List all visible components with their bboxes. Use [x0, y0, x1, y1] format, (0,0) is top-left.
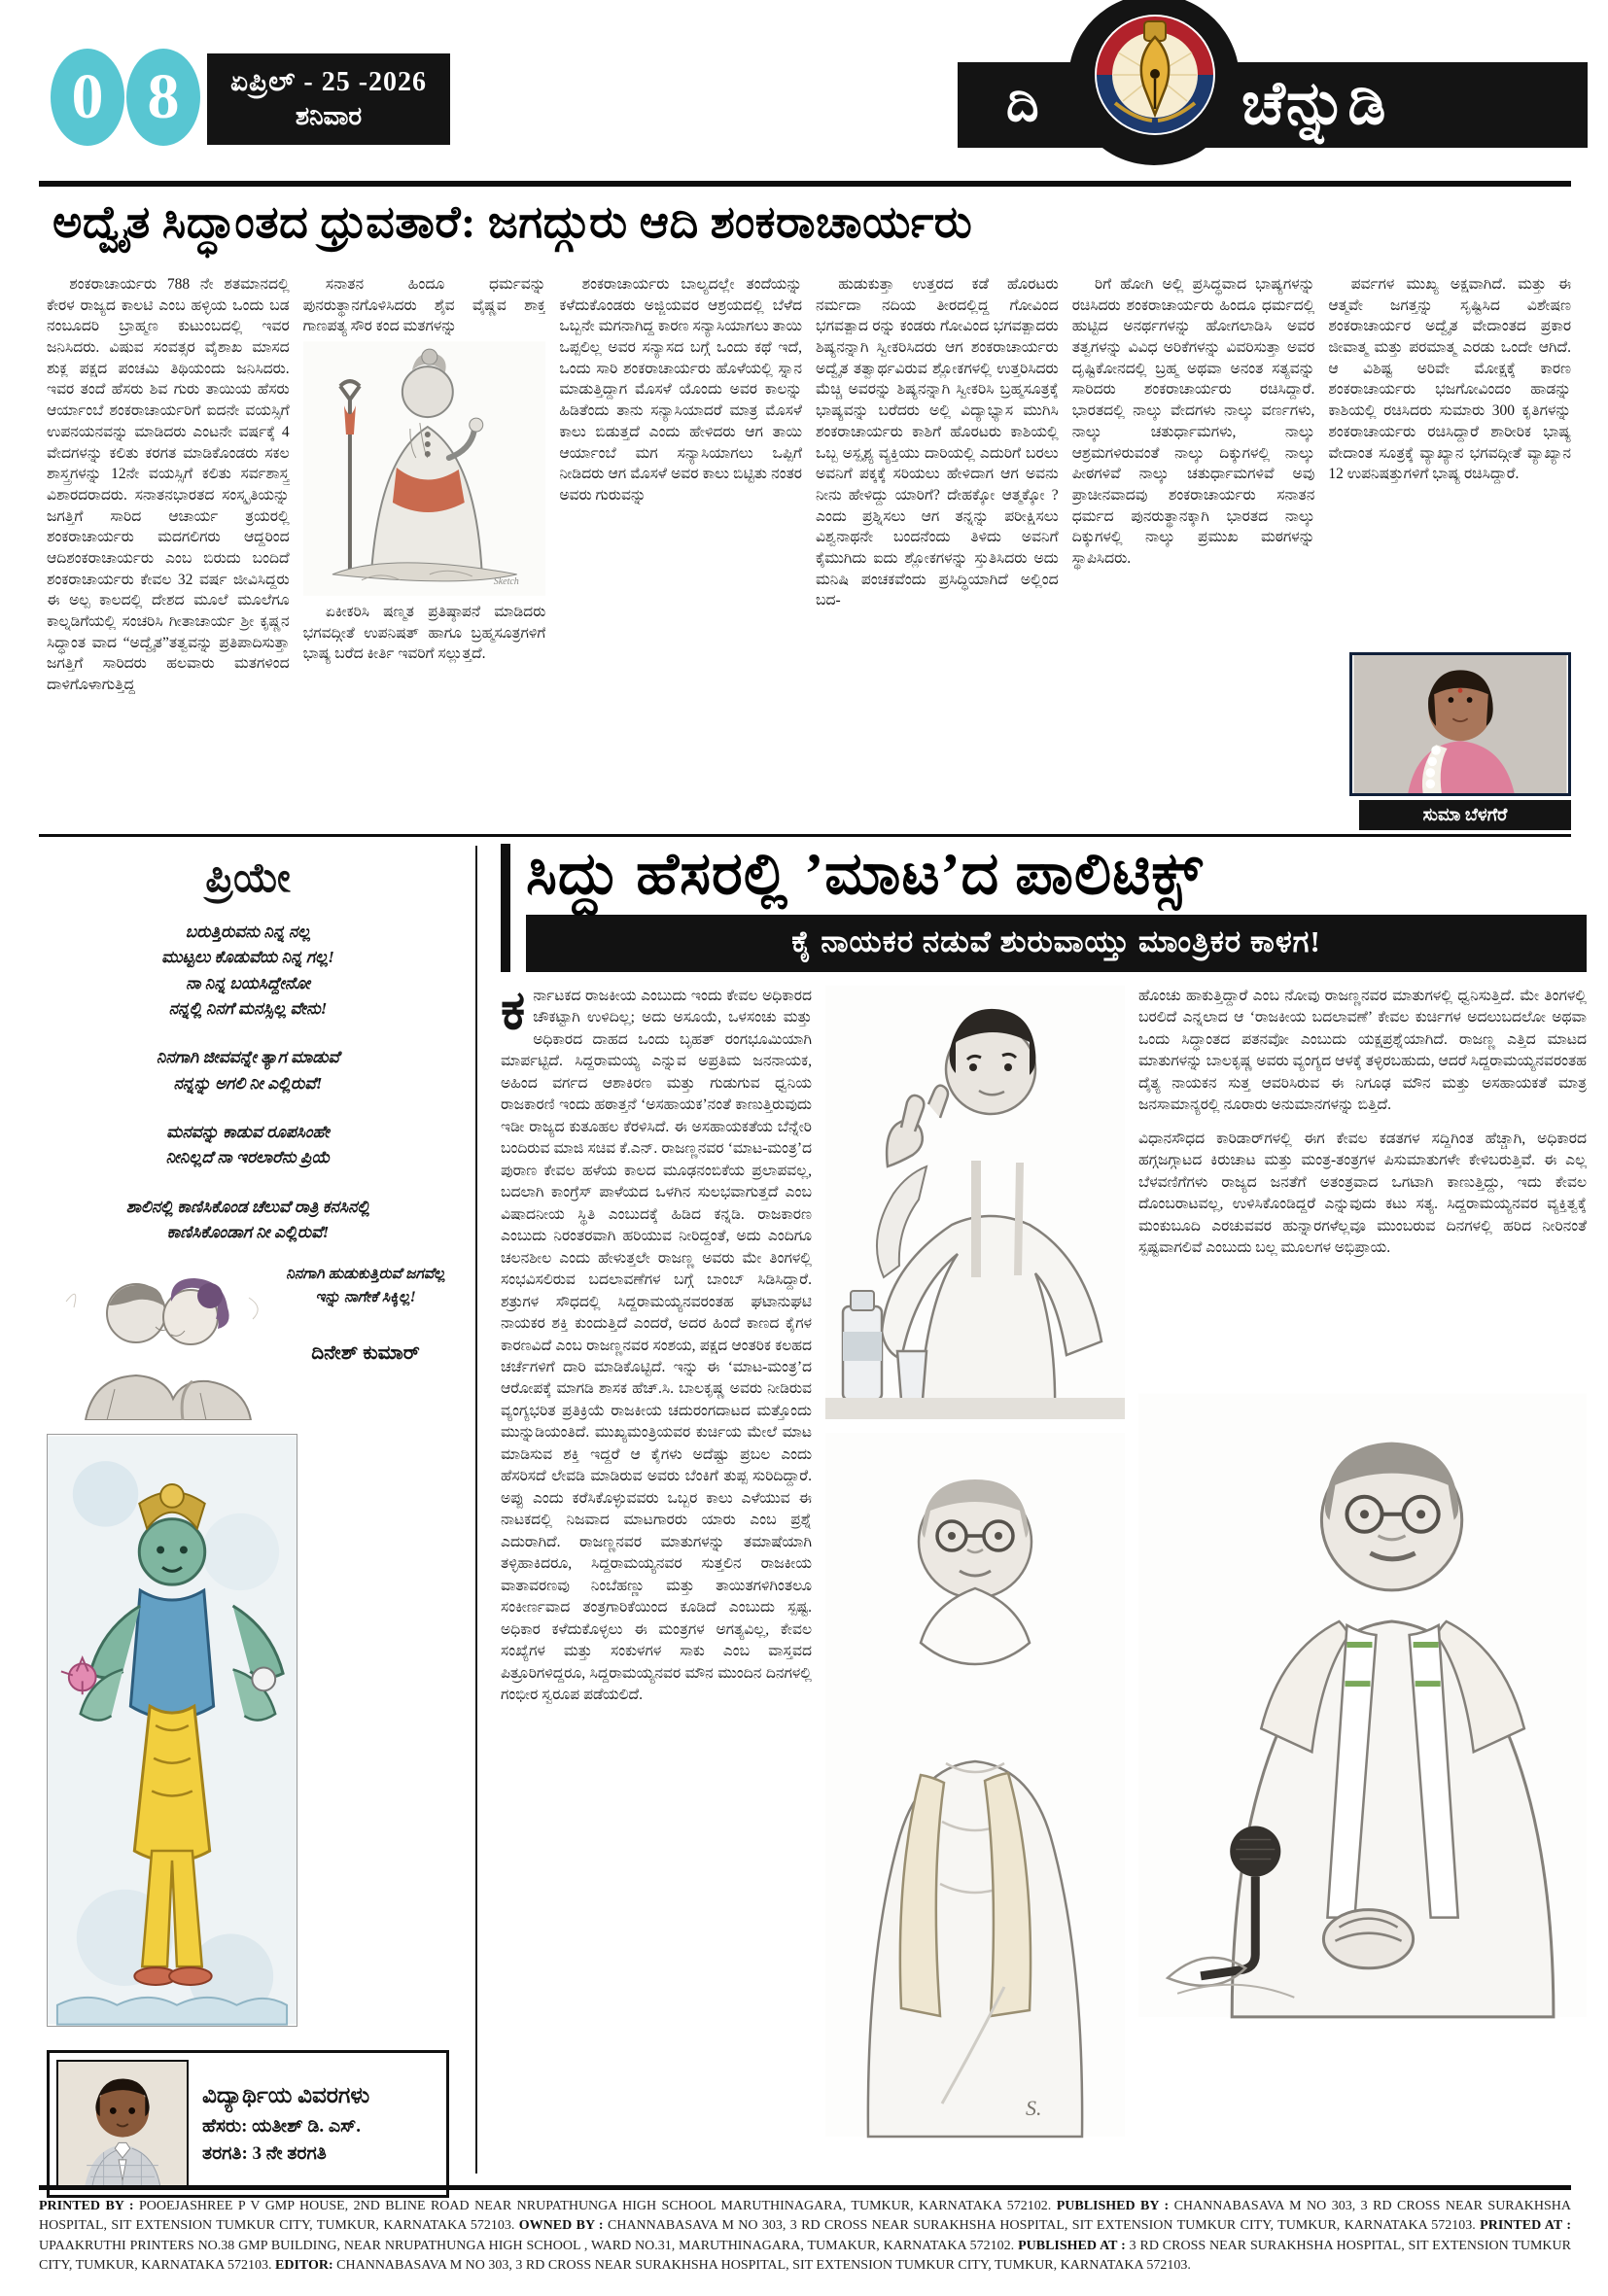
poem-title: ಪ್ರಿಯೇ [205, 856, 291, 901]
article1-column-5 [1072, 274, 1315, 830]
rajanna-at-mic-sketch [1138, 1268, 1587, 2142]
article1-body [47, 274, 1571, 830]
imprint-text: CHANNABASAVA M NO 303, 3 RD CROSS NEAR SURAKHSHA HOSPITAL, SIT EXTENSION TUMKUR CITY, TUMKUR, KARNATAKA 572103. [39, 2199, 1571, 2234]
student-meta [202, 2083, 369, 2165]
article1-col2-text: ಏಕೀಕರಿಸಿ ಷಣ್ಮತ ಪ್ರತಿಷ್ಠಾಪನೆ ಮಾಡಿದರು ಭಗವದ್ಗೀತೆ ಉಪನಿಷತ್ ಹಾಗೂ ಬ್ರಹ್ಮಸೂತ್ರಗಳಿಗೆ ಭಾಷ್ಯ ಬರೆದ ಕೀರ್ತಿ ಇವರಿಗೆ ಸಲ್ಲುತ್ತದೆ. [302, 604, 546, 663]
author-caption: ಸುಮಾ ಬೆಳಗೆರೆ [1359, 800, 1571, 830]
poem-line: ಕಾಣಿಸಿಕೊಂಡಾಗ ನೀ ಎಲ್ಲಿರುವೆ! [166, 1223, 330, 1242]
day-line: ಶನಿವಾರ [295, 101, 363, 130]
poem-line: ನನ್ನನ್ನು ಅಗಲಿ ನೀ ಎಲ್ಲಿರುವೆ! [173, 1073, 323, 1093]
student-class: ತರಗತಿ: 3 ನೇ ತರಗತಿ [202, 2143, 327, 2165]
imprint-text: 3 RD CROSS NEAR SURAKHSHA HOSPITAL, SIT EXTENSION TUMKUR CITY, TUMKUR, KARNATAKA 572103. [39, 2238, 1571, 2273]
couple-sketch [47, 1263, 278, 1420]
masthead [958, 19, 1588, 148]
poem-stanza-5 [282, 1263, 449, 1309]
imprint-label: PRINTED AT : [1480, 2218, 1571, 2234]
poem-stanza-2 [47, 1045, 449, 1096]
imprint-label: PUBLISHED AT : [1018, 2238, 1126, 2253]
imprint-footer [39, 2197, 1571, 2276]
page-number [51, 49, 202, 146]
article2 [501, 844, 1587, 2142]
masthead-prefix: ದಿ [1006, 77, 1039, 132]
article1-column-4 [816, 274, 1059, 830]
poem-author: ದಿನೇಶ್ ಕುಮಾರ್ [311, 1342, 420, 1365]
article2-headline: ಸಿದ್ದು ಹೆಸರಲ್ಲಿ ’ಮಾಟ’ದ ಪಾಲಿಟಿಕ್ಸ್ [526, 842, 1204, 906]
imprint-label: PRINTED BY : [39, 2199, 134, 2213]
poem-stanza-4 [47, 1195, 449, 1246]
student-name: ಹೆಸರು: ಯತೀಶ್ ಡಿ. ಎಸ್. [202, 2116, 362, 2138]
poem-line: ನಿನಗಾಗಿ ಜೀವವನ್ನೇ ತ್ಯಾಗ ಮಾಡುವೆ [156, 1048, 340, 1067]
imprint-text: CHANNABASAVA M NO 303, 3 RD CROSS NEAR SURAKHSHA HOSPITAL, SIT EXTENSION TUMKUR CITY, TUMKUR, KARNATAKA 572103. [332, 2257, 1191, 2273]
article1-col4-text: ಹುಡುಕುತ್ತಾ ಉತ್ತರದ ಕಡೆ ಹೊರಟರು ನರ್ಮದಾ ನದಿಯ ತೀರದಲ್ಲಿದ್ದ ಗೋವಿಂದ ಭಗವತ್ಪಾದ ರನ್ನು ಕಂಡರು ಗೋವಿಂದ ಭಗವತ್ಪಾದರು ಶಿಷ್ಯನನ್ನಾಗಿ ಸ್ವೀಕರಿಸಿದರು ಆಗ ಶಂಕರಾಚಾರ್ಯರು ಅದ್ವೈತ ತತ್ವಾರ್ಥವಿರುವ ಶ್ಲೋಕಗಳಲ್ಲಿ ಉತ್ತರಿಸಿದರು ಮೆಚ್ಚಿ ಅವರನ್ನು ಶಿಷ್ಯನನ್ನಾಗಿ ಸ್ವೀಕರಿಸಿ ಬ್ರಹ್ಮಸೂತ್ರಕ್ಕೆ ಭಾಷ್ಯವನ್ನು ಬರೆದರು ಅಲ್ಲಿ ವಿದ್ಯಾಭ್ಯಾಸ ಮುಗಿಸಿ ಶಂಕರಾಚಾರ್ಯರು ಕಾಶಿಗೆ ಹೊರಟರು ಕಾಶಿಯಲ್ಲಿ ಒಬ್ಬ ಅಸ್ಪೃಶ್ಯ ವ್ಯಕ್ತಿಯು ದಾರಿಯಲ್ಲಿ ಎದುರಿಗೆ ಬರಲು ಅವನಿಗೆ ಪಕ್ಕಕ್ಕೆ ಸರಿಯಲು ಹೇಳಿದಾಗ ಆಗ ಅವನು ನೀನು ಹೇಳಿದ್ದು ಯಾರಿಗೆ? ದೇಹಕ್ಕೋ ಆತ್ಮಕ್ಕೋ ? ಎಂದು ಪ್ರಶ್ನಿಸಲು ಆಗ ತನ್ನನ್ನು ಪರೀಕ್ಷಿಸಲು ವಿಶ್ವನಾಥನೇ ಬಂದನೆಂದು ತಿಳಿದು ಅವನಿಗೆ ಕೈಮುಗಿದು ಐದು ಶ್ಲೋಕಗಳನ್ನು ಸ್ತುತಿಸಿದರು ಅದು ಮನಿಷಿ ಪಂಚಕವೆಂದು ಪ್ರಸಿದ್ಧಿಯಾಗಿದೆ ಅಲ್ಲಿಂದ ಬದ- [816, 276, 1059, 609]
poem-line: ಇನ್ನು ನಾಗೇಕೆ ಸಿಕ್ಕಿಲ್ಲ! [315, 1289, 416, 1306]
article1-col2-intro: ಸನಾತನ ಹಿಂದೂ ಧರ್ಮವನ್ನು ಪುನರುತ್ಥಾನಗೊಳಿಸಿದರು ಶೈವ ವೈಷ್ಣವ ಶಾಕ್ತ ಗಾಣಪತ್ಯ ಸೌರ ಕಂದ ಮತಗಳನ್ನು [302, 276, 546, 335]
date-line: ಏಪ್ರಿಲ್ - 25 -2026 [229, 66, 428, 97]
siddaramaiah-sketch [825, 1427, 1125, 2142]
column-divider [475, 846, 477, 2174]
header-rule [39, 181, 1571, 187]
imprint-label: PUBLISHED BY : [1056, 2199, 1170, 2213]
article2-right-mid-text: ವಿಧಾನಸೌಧದ ಕಾರಿಡಾರ್‌ಗಳಲ್ಲಿ ಈಗ ಕೇವಲ ಕಡತಗಳ ಸದ್ದಿಗಿಂತ ಹೆಚ್ಚಾಗಿ, ಅಧಿಕಾರದ ಹಗ್ಗಜಗ್ಗಾಟದ ಕಿರುಚಾಟ ಮತ್ತು ಮಂತ್ರ-ತಂತ್ರಗಳ ಪಿಸುಮಾತುಗಳೇ ಕೇಳಿಬರುತ್ತಿವೆ. ಈ ಎಲ್ಲ ಬೆಳವಣಿಗೆಗಳು ರಾಜ್ಯದ ಜನತೆಗೆ ಅತಂತ್ರವಾದ ಒಗಟಾಗಿ ಕಾಣುತ್ತಿದ್ದು, ಇದು ಕೇವಲ ದೊಂಬರಾಟವಲ್ಲ, ಉಳಿಸಿಕೊಂಡಿದ್ದರೆ ಎನ್ನುವುದು ಕಟು ಸತ್ಯ. ಸಿದ್ದರಾಮಯ್ಯನವರ ವ್ಯಕ್ತಿತ್ವಕ್ಕೆ ಮಂಕುಬೂದಿ ಎರಚುವವರ ಹುನ್ನಾರಗಳೆಲ್ಲವೂ ಮುಂಬರುವ ದಿನಗಳಲ್ಲಿ ಹರಿದ ನೀರಿನಂತೆ ಸ್ಪಷ್ಟವಾಗಲಿವೆ ಎಂಬುದು ಬಲ್ಲ ಮೂಲಗಳ ಅಭಿಪ್ರಾಯ. [1138, 1130, 1587, 1257]
article2-left-text: ರ್ನಾಟಕದ ರಾಜಕೀಯ ಎಂಬುದು ಇಂದು ಕೇವಲ ಅಧಿಕಾರದ ಚೌಕಟ್ಟಾಗಿ ಉಳಿದಿಲ್ಲ; ಅದು ಅಸೂಯೆ, ಒಳಸಂಚು ಮತ್ತು ಅಧಿಕಾರದ ದಾಹದ ಒಂದು ಬೃಹತ್ ರಂಗಭೂಮಿಯಾಗಿ ಮಾರ್ಪಟ್ಟಿದೆ. ಸಿದ್ದರಾಮಯ್ಯ ಎನ್ನುವ ಅಪ್ರತಿಮ ಜನನಾಯಕ, ಅಹಿಂದ ವರ್ಗದ ಆಶಾಕಿರಣ ಮತ್ತು ಗುಡುಗುವ ಧ್ವನಿಯ ರಾಜಕಾರಣಿ ಇಂದು ಹಠಾತ್ತನೆ ‘ಅಸಹಾಯಕ’ನಂತೆ ಕಾಣುತ್ತಿರುವುದು ಇಡೀ ರಾಜ್ಯದ ಕುತೂಹಲ ಕೆರಳಿಸಿದೆ. ಈ ಅಸಹಾಯಕತೆಯ ಬೆನ್ನೇರಿ ಬಂದಿರುವ ಮಾಜಿ ಸಚಿವ ಕೆ.ಎನ್. ರಾಜಣ್ಣನವರ ‘ಮಾಟ-ಮಂತ್ರ’ದ ಪುರಾಣ ಕೇವಲ ಹಳೆಯ ಕಾಲದ ಮೂಢನಂಬಿಕೆಯ ಪ್ರಲಾಪವಲ್ಲ, ಬದಲಾಗಿ ಕಾಂಗ್ರೆಸ್ ಪಾಳೆಯದ ಒಳಗಿನ ಸುಲಭವಾಗುತ್ತದೆ ಎಂಬ ವಿಷಾದನೀಯ ಸ್ಥಿತಿ ಎಂಬುದಕ್ಕೆ ಹಿಡಿದ ಕನ್ನಡಿ. ರಾಜಕಾರಣ ಎಂಬುದು ನಿರಂತರವಾಗಿ ಹರಿಯುವ ನೀರಿದ್ದಂತೆ, ಅದು ಎಂದಿಗೂ ಚಲನಶೀಲ ಎಂದು ಹೇಳುತ್ತಲೇ ರಾಜಣ್ಣ ಅವರು ಮೇ ತಿಂಗಳಲ್ಲಿ ಸಂಭವಿಸಲಿರುವ ಬದಲಾವಣೆಗಳ ಬಗ್ಗೆ ಬಾಂಬ್ ಸಿಡಿಸಿದ್ದಾರೆ. ಶತ್ರುಗಳ ಸೌಧದಲ್ಲಿ ಸಿದ್ದರಾಮಯ್ಯನವರಂತಹ ಘಟಾನುಘಟಿ ನಾಯಕರ ಶಕ್ತಿ ಕುಂದುತ್ತಿದೆ ಎಂದರೆ, ಅದರ ಹಿಂದೆ ಕಾಣದ ಕೈಗಳ ಕಾರಣವಿದೆ ಎಂಬ ರಾಜಣ್ಣನವರ ಸಂಶಯ, ಪಕ್ಷದ ಆಂತರಿಕ ಕಲಹದ ಚರ್ಚೆಗಳಿಗೆ ದಾರಿ ಮಾಡಿಕೊಟ್ಟಿದೆ. ಇನ್ನು ಈ ‘ಮಾಟ-ಮಂತ್ರ’ದ ಆರೋಪಕ್ಕೆ ಮಾಗಡಿ ಶಾಸಕ ಹೆಚ್.ಸಿ. ಬಾಲಕೃಷ್ಣ ಅವರು ನೀಡಿರುವ ವ್ಯಂಗ್ಯಭರಿತ ಪ್ರತಿಕ್ರಿಯೆ ರಾಜಕೀಯ ಚದುರಂಗದಾಟದ ಮತ್ತೊಂದು ಮುನ್ನುಡಿಯಂತಿದೆ. ಮುಖ್ಯಮಂತ್ರಿಯವರ ಕುರ್ಚಿಯ ಮೇಲೆ ಮಾಟ ಮಾಡಿಸುವ ಶಕ್ತಿ ಇದ್ದರೆ ಆ ಕೈಗಳು ಅದೆಷ್ಟು ಪ್ರಬಲ ಎಂದು ಹೆಸರಿಸದೆ ಲೇವಡಿ ಮಾಡಿರುವ ಅವರು ಬೆಂಕಿಗೆ ತುಪ್ಪ ಸುರಿದಿದ್ದಾರೆ. ಅಪ್ಪು ಎಂದು ಕರೆಸಿಕೊಳ್ಳುವವರು ಒಬ್ಬರ ಕಾಲು ಎಳೆಯುವ ಈ ನಾಟಕದಲ್ಲಿ ನಿಜವಾದ ಮಾಟಗಾರರು ಯಾರು ಎಂಬ ಪ್ರಶ್ನೆ ಎದುರಾಗಿದೆ. ರಾಜಣ್ಣನವರ ಮಾತುಗಳನ್ನು ತಮಾಷೆಯಾಗಿ ತಳ್ಳಿಹಾಕಿದರೂ, ಸಿದ್ದರಾಮಯ್ಯನವರ ಸುತ್ತಲಿನ ರಾಜಕೀಯ ವಾತಾವರಣವು ನಿಂಬೆಹಣ್ಣು ಮತ್ತು ತಾಯಿತಗಳಿಗಿಂತಲೂ ಸಂಕೀರ್ಣವಾದ ತಂತ್ರಗಾರಿಕೆಯಿಂದ ಕೂಡಿದೆ ಎಂಬುದು ಸ್ಪಷ್ಟ. ಅಧಿಕಾರ ಕಳೆದುಕೊಳ್ಳಲು ಈ ಮಂತ್ರಗಳ ಅಗತ್ಯವಿಲ್ಲ, ಕೇವಲ ಸಂಖ್ಯೆಗಳ ಮತ್ತು ಸಂಕುಳಗಳ ಸಾಕು ಎಂಬ ವಾಸ್ತವದ ಪಿತ್ರೂರಿಗಳಿದ್ದರೂ, ಸಿದ್ದರಾಮಯ್ಯನವರ ಮೌನ ಮುಂದಿನ ದಿನಗಳಲ್ಲಿ ಗಂಭೀರ ಸ್ವರೂಪ ಪಡೆಯಲಿದೆ. [501, 988, 812, 1703]
dropcap: ಕ [501, 986, 526, 1041]
left-column [47, 844, 449, 2198]
article1-column-1 [47, 274, 290, 830]
fountain-pen-nib-icon [1094, 14, 1216, 136]
imprint-label: OWNED BY : [518, 2218, 604, 2234]
article2-subhead-banner: ಕೈ ನಾಯಕರ ನಡುವೆ ಶುರುವಾಯ್ತು ಮಾಂತ್ರಿಕರ ಕಾಳಗ! [526, 915, 1587, 972]
poem-line: ನೀನಿಲ್ಲದೆ ನಾ ಇರಲಾರೆನು ಪ್ರಿಯೆ [165, 1148, 331, 1167]
article1-column-6 [1328, 274, 1571, 830]
poem-line: ನಾ ನಿನ್ನ ಬಯಸಿದ್ದೇನೋ [186, 973, 310, 992]
page-number-digit: 0 [51, 49, 124, 146]
imprint-text: CHANNABASAVA M NO 303, 3 RD CROSS NEAR SURAKHSHA HOSPITAL, SIT EXTENSION TUMKUR CITY, TUMKUR, KARNATAKA 572103. [603, 2218, 1481, 2234]
poem-line: ಮುಟ್ಟಲು ಕೊಡುವೆಯ ನಿನ್ನ ಗಲ್ಲ! [161, 948, 334, 967]
article1-col6-text: ಪರ್ವಗಳ ಮುಖ್ಯ ಅಕ್ಷವಾಗಿದೆ. ಮತ್ತು ಈ ಆತ್ಮವೇ ಜಗತ್ತನ್ನು ಸೃಷ್ಟಿಸಿದ ವಿಶೇಷಣ ಶಂಕರಾಚಾರ್ಯರ ಅದ್ವೈತ ವೇದಾಂತದ ಪ್ರಕಾರ ಜೀವಾತ್ಮ ಮತ್ತು ಪರಮಾತ್ಮ ಎರಡು ಒಂದೇ ಆಗಿದೆ. ಆ ವಿಶಿಷ್ಟ ಅರಿವೇ ಮೋಕ್ಷಕ್ಕೆ ಕಾರಣ ಶಂಕರಾಚಾರ್ಯರು ಭಜಗೋವಿಂದಂ ಹಾಡನ್ನು ಕಾಶಿಯಲ್ಲಿ ರಚಿಸಿದರು ಸುಮಾರು 300 ಕೃತಿಗಳನ್ನು ಶಂಕರಾಚಾರ್ಯರು ರಚಿಸಿದ್ದಾರೆ ಶಾರೀರಿಕ ಭಾಷ್ಯ ವೇದಾಂತ ಸೂತ್ರಕ್ಕೆ ವ್ಯಾಖ್ಯಾನ ಭಗವದ್ಗೀತೆ ವ್ಯಾಖ್ಯಾನ 12 ಉಪನಿಷತ್ತುಗಳಿಗೆ ಭಾಷ್ಯ ರಚಿಸಿದ್ದಾರೆ. [1328, 276, 1572, 483]
article1-author-block [1328, 646, 1571, 830]
article1-col1-text: ಶಂಕರಾಚಾರ್ಯರು 788 ನೇ ಶತಮಾನದಲ್ಲಿ ಕೇರಳ ರಾಜ್ಯದ ಕಾಲಟಿ ಎಂಬ ಹಳ್ಳಿಯ ಒಂದು ಬಡ ನಂಬೂದರಿ ಬ್ರಾಹ್ಮಣ ಕುಟುಂಬದಲ್ಲಿ ಇವರ ಜನಿಸಿದರು. ವಿಷುವ ಸಂವತ್ಸರ ವೈಶಾಖ ಮಾಸದ ಶುಕ್ಲ ಪಕ್ಷದ ಪಂಚಮಿ ತಿಥಿಯಂದು ಜನಿಸಿದರು. ಇವರ ತಂದೆ ಹೆಸರು ಶಿವ ಗುರು ತಾಯಿಯ ಹೆಸರು ಆರ್ಯಾಂಬೆ ಶಂಕರಾಚಾರ್ಯರಿಗೆ ಐದನೇ ವಯಸ್ಸಿಗೆ ಉಪನಯನವನ್ನು ಮಾಡಿದರು ಎಂಟನೇ ವರ್ಷಕ್ಕೆ 4 ವೇದಗಳನ್ನು ಕಲಿತು ಕರಗತ ಮಾಡಿಕೊಂಡರು ಸಕಲ ಶಾಸ್ತ್ರಗಳನ್ನು 12ನೇ ವಯಸ್ಸಿಗೆ ಕಲಿತು ಸರ್ವಶಾಸ್ತ್ರ ವಿಶಾರದರಾದರು. ಸನಾತನಭಾರತದ ಸಂಸ್ಕೃತಿಯನ್ನು ಜಗತ್ತಿಗೆ ಸಾರಿದ ಆಚಾರ್ಯ ತ್ರಯರಲ್ಲಿ ಶಂಕರಾಚಾರ್ಯರು ಮದಗಲಿಗರು ಆದ್ದರಿಂದ ಆದಿಶಂಕರಾಚಾರ್ಯರು ಎಂಬ ಬಿರುದು ಬಂದಿದೆ ಶಂಕರಾಚಾರ್ಯರು ಕೇವಲ 32 ವರ್ಷ ಜೀವಿಸಿದ್ದರು ಈ ಅಲ್ಪ ಕಾಲದಲ್ಲಿ ದೇಶದ ಮೂಲೆ ಮೂಲೆಗೂ ಕಾಲ್ನಡಿಗೆಯಲ್ಲಿ ಸಂಚರಿಸಿ ಗೀತಾಚಾರ್ಯ ಶ್ರೀ ಕೃಷ್ಣನ ಸಿದ್ಧಾಂತ ವಾದ “ಅದ್ವೈತ”ತತ್ವವನ್ನು ಪ್ರತಿಪಾದಿಸುತ್ತಾ ಜಗತ್ತಿಗೆ ಸಾರಿದರು ಹಲವಾರು ಮತಗಳಿಂದ ದಾಳಿಗೊಳಾಗುತ್ತಿದ್ದ [47, 276, 290, 694]
poem-line: ಮನವನ್ನು ಕಾಡುವ ರೂಪಸಿಂಹೇ [166, 1123, 330, 1142]
masthead-title: ಚೆನ್ನುಡಿ [1241, 71, 1387, 137]
article1-col3-text: ಶಂಕರಾಚಾರ್ಯರು ಬಾಲ್ಯದಲ್ಲೇ ತಂದೆಯನ್ನು ಕಳೆದುಕೊಂಡರು ಅಜ್ಜಿಯವರ ಆಶ್ರಯದಲ್ಲಿ ಬೆಳೆದ ಒಬ್ಬನೇ ಮಗನಾಗಿದ್ದ ಕಾರಣ ಸನ್ಯಾಸಿಯಾಗಲು ತಾಯಿ ಒಪ್ಪಲಿಲ್ಲ ಅವರ ಸನ್ಯಾಸದ ಬಗ್ಗೆ ಒಂದು ಕಥೆ ಇದೆ, ಒಂದು ಸಾರಿ ಶಂಕರಾಚಾರ್ಯರು ಹೊಳೆಯಲ್ಲಿ ಸ್ನಾನ ಮಾಡುತ್ತಿದ್ದಾಗ ಮೊಸಳೆ ಯೊಂದು ಅವರ ಕಾಲನ್ನು ಹಿಡಿತೆಂದು ತಾನು ಸನ್ಯಾಸಿಯಾದರೆ ಮಾತ್ರ ಮೊಸಳೆ ಕಾಲು ಬಿಡುತ್ತದೆ ಎಂದು ಹೇಳಿದರು ಆಗ ತಾಯಿ ಆರ್ಯಾಂಬೆ ಮಗ ಸನ್ಯಾಸಿಯಾಗಲು ಒಪ್ಪಿಗೆ ನೀಡಿದರು ಆಗ ಮೊಸಳೆ ಅವರ ಕಾಲು ಬಿಟ್ಟಿತು ನಂತರ ಅವರು ಗುರುವನ್ನು [559, 276, 803, 504]
pointing-leader-sketch [825, 986, 1125, 1419]
student-info-box [47, 2050, 449, 2198]
student-photo [56, 2060, 189, 2188]
poem-line: ನಿನಗಾಗಿ ಹುಡುಕುತ್ತಿರುವೆ ಜಗವೆಲ್ಲ [286, 1266, 445, 1283]
poem-last-stanza-block [278, 1263, 449, 1420]
date-box [207, 53, 450, 145]
article1-column-3 [559, 274, 802, 830]
imprint-label: EDITOR: [275, 2257, 333, 2273]
article1-column-2 [303, 274, 546, 830]
article1-headline: ಅದ್ವೈತ ಸಿದ್ಧಾಂತದ ಧ್ರುವತಾರೆ: ಜಗದ್ಗುರು ಆದಿ ಶಂಕರಾಚಾರ್ಯರು [52, 197, 973, 247]
page-number-digit: 8 [126, 49, 200, 146]
article2-body [501, 986, 1587, 2142]
imprint-text: UPAAKRUTHI PRINTERS NO.38 GMP BUILDING, NEAR NRUPATHUNGA HIGH SCHOOL , WARD NO.31, MARUTHINAGARA, TUMAKUR, KARNATAKA 572102. [39, 2238, 1019, 2253]
imprint-text: POOEJASHREE P V GMP HOUSE, 2ND BLINE ROAD NEAR NRUPATHUNGA HIGH SCHOOL MARUTHINAGARA, TUMKUR, KARNATAKA 572102. [133, 2199, 1057, 2213]
poem-line: ನನ್ನಲ್ಲಿ ನಿನಗೆ ಮನಸ್ಸಿಲ್ಲ ವೇನು! [168, 999, 328, 1019]
author-photo [1349, 652, 1571, 796]
article2-right-top-text: ಹೊಂಚು ಹಾಕುತ್ತಿದ್ದಾರೆ ಎಂಬ ನೋವು ರಾಜಣ್ಣನವರ ಮಾತುಗಳಲ್ಲಿ ಧ್ವನಿಸುತ್ತಿದೆ. ಮೇ ತಿಂಗಳಲ್ಲಿ ಬರಲಿದೆ ಎನ್ನಲಾದ ಆ ‘ರಾಜಕೀಯ ಬದಲಾವಣೆ’ ಕೇವಲ ಕುರ್ಚಿಗಳ ಅದಲುಬದಲೋ ಅಥವಾ ಒಂದು ಸಿದ್ಧಾಂತದ ಪತನವೋ ಎಂಬುದು ಯಕ್ಷಪ್ರಶ್ನೆಯಾಗಿದೆ. ರಾಜಣ್ಣ ಎತ್ತಿದ ಮಾಟದ ಮಾತುಗಳನ್ನು ಬಾಲಕೃಷ್ಣ ಅವರು ವ್ಯಂಗ್ಯದ ಆಳಕ್ಕೆ ತಳ್ಳಿರಬಹುದು, ಆದರೆ ಸಿದ್ದರಾಮಯ್ಯನವರಂತಹ ದೈತ್ಯ ನಾಯಕನ ಸುತ್ತ ಆವರಿಸಿರುವ ಈ ನಿಗೂಢ ಮೌನ ಮತ್ತು ಅಸಹಾಯಕತೆ ಮಾತ್ರ ಜನಸಾಮಾನ್ಯರಲ್ಲಿ ನೂರಾರು ಅನುಮಾನಗಳನ್ನು ಬಿತ್ತಿದೆ. [1138, 988, 1587, 1114]
poem-footer [47, 1263, 449, 1420]
poem-line: ಶಾಲಿನಲ್ಲಿ ಕಾಣಿಸಿಕೊಂಡ ಚೆಲುವೆ ರಾತ್ರಿ ಕನಸಿನಲ್ಲಿ [125, 1197, 370, 1216]
poem-line: ಬರುತ್ತಿರುವನು ನಿನ್ನ ನಲ್ಲ [185, 922, 311, 941]
svg-text:S.: S. [1026, 2096, 1042, 2120]
article1-col5-text: ರಿಗೆ ಹೋಗಿ ಅಲ್ಲಿ ಪ್ರಸಿದ್ಧವಾದ ಭಾಷ್ಯಗಳನ್ನು ರಚಿಸಿದರು ಶಂಕರಾಚಾರ್ಯರು ಹಿಂದೂ ಧರ್ಮದಲ್ಲಿ ಹುಟ್ಟಿದ ಅನರ್ಥಗಳನ್ನು ಹೋಗಲಾಡಿಸಿ ಅವರ ತತ್ವಗಳನ್ನು ವಿವಿಧ ಅರಿಕೆಗಳನ್ನು ವಿವರಿಸುತ್ತಾ ಅವರ ದೃಷ್ಟಿಕೋನದಲ್ಲಿ ಬ್ರಹ್ಮ ಅಥವಾ ಅನಂತ ಸತ್ಯವನ್ನು ಸಾರಿದರು ಶಂಕರಾಚಾರ್ಯರು ರಚಿಸಿದ್ದಾರೆ. ಭಾರತದಲ್ಲಿ ನಾಲ್ಕು ವೇದಗಳು ನಾಲ್ಕು ವರ್ಣಗಳು, ನಾಲ್ಕು ಚತುರ್ಧಾಮಗಳು, ನಾಲ್ಕು ಆಶ್ರಮಗಳಿರುವಂತೆ ನಾಲ್ಕು ದಿಕ್ಕುಗಳಲ್ಲಿ ನಾಲ್ಕು ಪೀಠಗಳಿವೆ ನಾಲ್ಕು ಚತುರ್ಧಾಮಗಳಿವೆ ಅವು ಪ್ರಾಚೀನವಾದವು ಶಂಕರಾಚಾರ್ಯರು ಸನಾತನ ಧರ್ಮದ ಪುನರುತ್ಥಾನಕ್ಕಾಗಿ ಭಾರತದ ನಾಲ್ಕು ದಿಕ್ಕುಗಳಲ್ಲಿ ನಾಲ್ಕು ಪ್ರಮುಖ ಮಠಗಳನ್ನು ಸ್ಥಾಪಿಸಿದರು. [1071, 276, 1315, 567]
article2-image-column [825, 986, 1125, 2142]
article2-header [501, 844, 1587, 972]
footer-rule [39, 2185, 1571, 2190]
student-box-title: ವಿದ್ಯಾರ್ಥಿಯ ವಿವರಗಳು [202, 2083, 370, 2108]
svg-text:Sketch: Sketch [493, 575, 519, 587]
article2-right-column [1138, 986, 1587, 2142]
article2-left-column [501, 986, 812, 2142]
headline-accent-bar [501, 844, 510, 972]
student-deity-drawing [47, 1434, 297, 2027]
poem-stanza-3 [47, 1120, 449, 1171]
adi-shankaracharya-illustration [303, 341, 546, 596]
section-rule [39, 834, 1571, 837]
poem-stanza-1 [47, 920, 449, 1022]
